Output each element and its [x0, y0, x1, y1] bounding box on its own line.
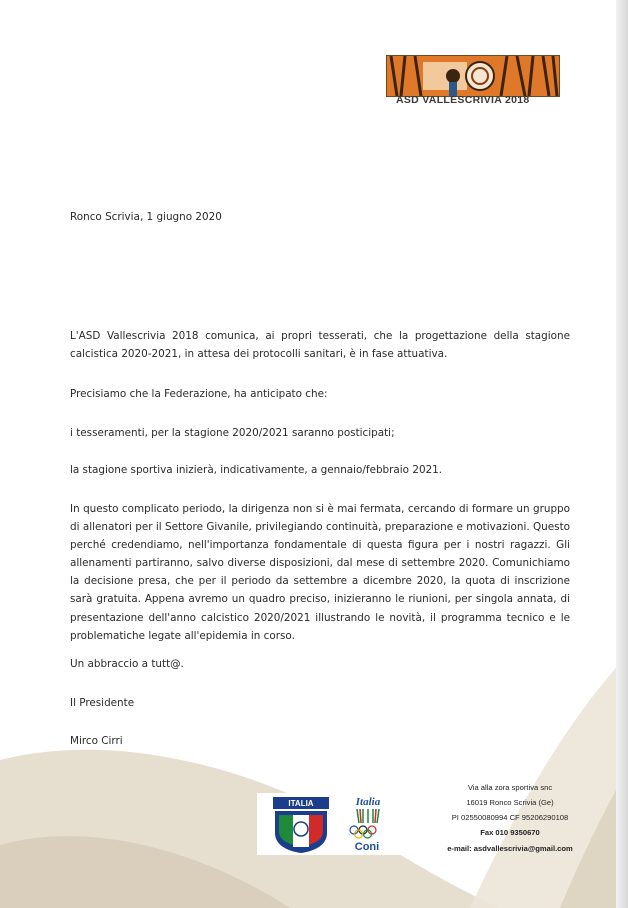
club-logo	[386, 55, 560, 97]
coni-top-label: Italia	[355, 796, 381, 808]
paragraph-federation: Precisiamo che la Federazione, ha anticipato che:	[70, 388, 328, 400]
tax-line: PI 02550080994 CF 95206290108	[451, 813, 569, 822]
city-line: 16019 Ronco Scrivia (Ge)	[466, 798, 554, 807]
federation-logos	[257, 793, 407, 855]
club-crest-icon	[387, 56, 559, 96]
page-edge	[616, 0, 628, 908]
figc-coni-icon	[257, 793, 407, 855]
paragraph-intro: L'ASD Vallescrivia 2018 comunica, ai propri tesserati, che la progettazione della stagione calcistica 2020-2021, in attesa dei protocolli sanitari, è in fase attuativa.	[70, 330, 570, 361]
email-line[interactable]: e-mail: asdvallescrivia@gmail.com	[447, 844, 573, 853]
coni-bottom-label: Coni	[354, 841, 380, 853]
figc-label: ITALIA	[288, 799, 314, 808]
fax-line: Fax 010 9350670	[480, 828, 540, 837]
club-name: ASD VALLESCRIVIA 2018	[396, 94, 530, 106]
place-date: Ronco Scrivia, 1 giugno 2020	[70, 211, 222, 223]
paragraph-season-start: la stagione sportiva inizierà, indicativamente, a gennaio/febbraio 2021.	[70, 464, 443, 476]
address-line: Via alla zora sportiva snc	[467, 783, 553, 792]
closing-greeting: Un abbraccio a tutt@.	[70, 658, 184, 670]
paragraph-main: In questo complicato periodo, la dirigenza non si è mai fermata, cercando di formare un gruppo di allenatori per il Settore Givanile, privilegiando continuità, preparazione e motivazioni. Questo perché credendiamo, nell'importanza fondamentale di questa figura per i nostri ragazzi. Gli allenamenti partiranno, salvo diverse disposizioni, dal mese di settembre 2020. Comunichiamo la decisione presa, che per il periodo da settembre a dicembre 2020, la quota di inscrizione sarà gratuita. Appena avremo un quadro preciso, inizieranno le riunioni, per singola annata, di presentazione dell'anno calcistico 2020/2021 illustrando le novità, il programma tecnico e le problematiche legate all'epidemia in corso.	[70, 503, 570, 642]
signature-title: Il Presidente	[70, 697, 135, 709]
paragraph-registrations: i tesseramenti, per la stagione 2020/2021 saranno posticipati;	[70, 427, 395, 439]
signature-name: Mirco Cirri	[70, 735, 123, 747]
